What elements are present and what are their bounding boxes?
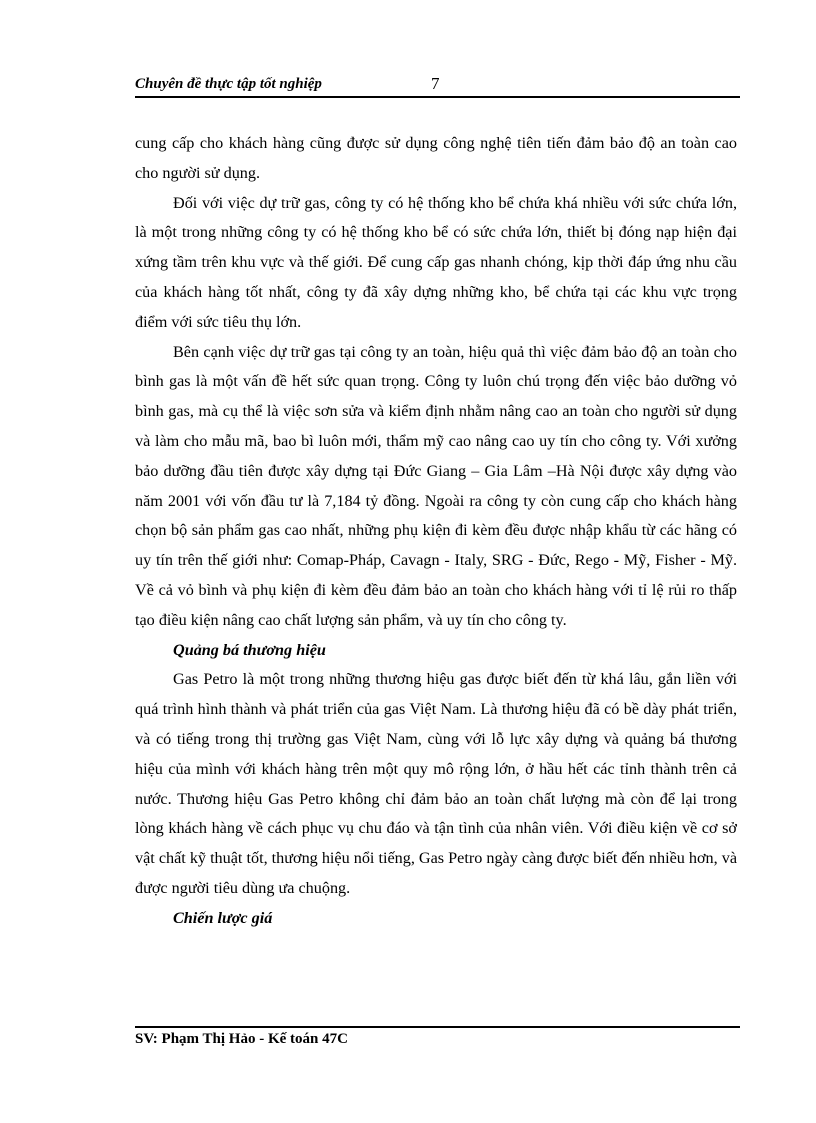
section-heading-pricing: Chiến lược giá xyxy=(173,908,273,927)
section-heading-brand: Quảng bá thương hiệu xyxy=(173,640,326,659)
footer-author: SV: Phạm Thị Hảo - Kế toán 47C xyxy=(135,1031,348,1047)
paragraph-1: cung cấp cho khách hàng cũng được sử dụng công nghệ tiên tiến đảm bảo độ an toàn cao cho người sử dụng. xyxy=(135,134,737,182)
paragraph-3: Bên cạnh việc dự trữ gas tại công ty an toàn, hiệu quả thì việc đảm bảo độ an toàn cho bình gas là một vấn đề hết sức quan trọng. Công ty luôn chú trọng đến việc bảo dưỡng vỏ bình gas, mà cụ thể là việc sơn sửa và kiểm định nhằm nâng cao an toàn cho người sử dụng và làm cho mẫu mã, bao bì luôn mới, thẩm mỹ cao nâng cao uy tín cho công ty. Với xưởng bảo dưỡng đầu tiên được xây dựng tại Đức Giang – Gia Lâm –Hà Nội được xây dựng vào năm 2001 với vốn đầu tư là 7,184 tỷ đồng. Ngoài ra công ty còn cung cấp cho khách hàng chọn bộ sản phẩm gas cao nhất, những phụ kiện đi kèm đều được nhập khẩu từ các hãng có uy tín trên thế giới như: Comap-Pháp, Cavagn - Italy, SRG - Đức, Rego - Mỹ, Fisher - Mỹ. Về cả vỏ bình và phụ kiện đi kèm đều đảm bảo an toàn cho khách hàng với tỉ lệ rủi ro thấp tạo điều kiện nâng cao chất lượng sản phẩm, và uy tín cho công ty. xyxy=(135,342,737,629)
page-number: 7 xyxy=(431,74,440,93)
paragraph-2: Đối với việc dự trữ gas, công ty có hệ thống kho bể chứa khá nhiều với sức chứa lớn, là một trong những công ty có hệ thống kho bể có sức chứa lớn, thiết bị đóng nạp hiện đại xứng tầm trên khu vực và thế giới. Để cung cấp gas nhanh chóng, kịp thời đáp ứng nhu cầu của khách hàng tốt nhất, công ty đã xây dựng những kho, bể chứa tại các khu vực trọng điểm với sức tiêu thụ lớn. xyxy=(135,193,737,331)
paragraph-4: Gas Petro là một trong những thương hiệu gas được biết đến từ khá lâu, gắn liền với quá trình hình thành và phát triển của gas Việt Nam. Là thương hiệu đã có bề dày phát triển, và có tiếng trong thị trường gas Việt Nam, cùng với lỗ lực xây dựng và quảng bá thương hiệu của mình với khách hàng trên một quy mô rộng lớn, ở hầu hết các tỉnh thành trên cả nước. Thương hiệu Gas Petro không chỉ đảm bảo an toàn chất lượng mà còn để lại trong lòng khách hàng về cách phục vụ chu đáo và tận tình của nhân viên. Với điều kiện về cơ sở vật chất kỹ thuật tốt, thương hiệu nổi tiếng, Gas Petro ngày càng được biết đến nhiều hơn, và được người tiêu dùng ưa chuộng. xyxy=(135,670,738,897)
document-body xyxy=(135,129,737,934)
page-footer xyxy=(135,1026,740,1047)
header-title: Chuyên đề thực tập tốt nghiệp xyxy=(135,76,322,92)
page-header xyxy=(135,74,740,98)
